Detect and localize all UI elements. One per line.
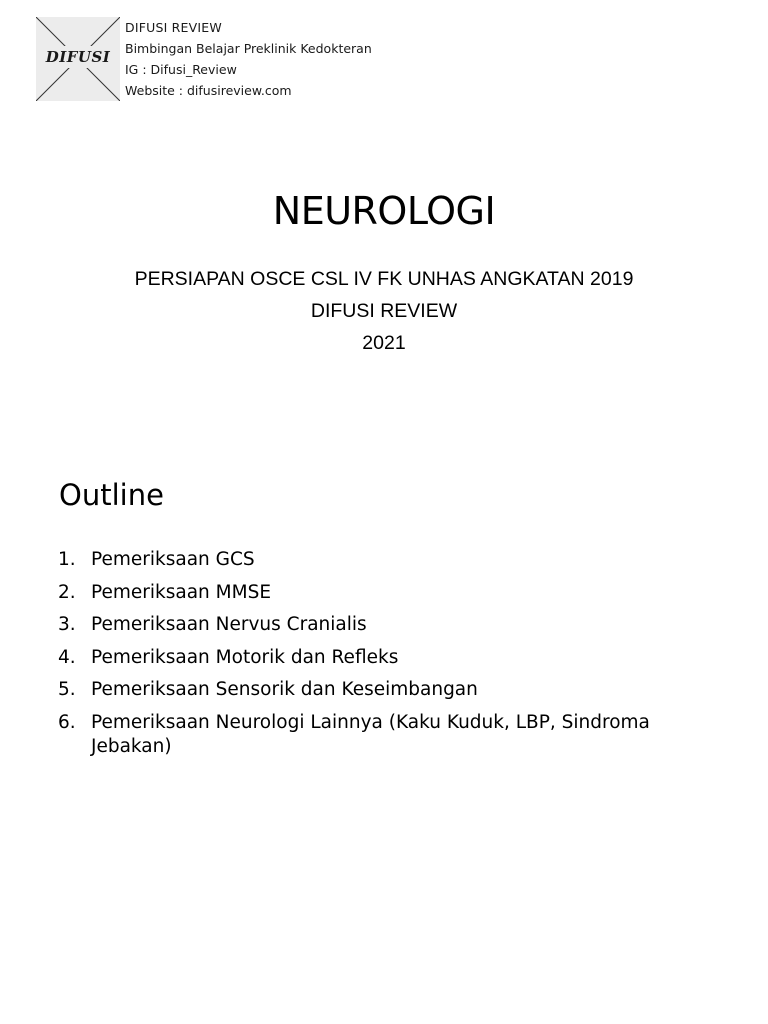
outline-item bbox=[58, 646, 678, 670]
outline-list bbox=[58, 548, 678, 767]
org-name: DIFUSI REVIEW bbox=[125, 20, 222, 35]
outline-item-number: 1. bbox=[58, 549, 76, 570]
org-instagram: IG : Difusi_Review bbox=[125, 62, 237, 77]
org-info bbox=[125, 17, 372, 101]
outline-item bbox=[58, 613, 678, 637]
outline-item-text: Pemeriksaan MMSE bbox=[91, 581, 272, 603]
outline-item-number: 5. bbox=[58, 679, 76, 700]
outline-item-text: Pemeriksaan Nervus Cranialis bbox=[91, 614, 367, 635]
org-tagline: Bimbingan Belajar Preklinik Kedokteran bbox=[125, 41, 372, 56]
outline-item-number: 6. bbox=[58, 711, 76, 733]
outline-item bbox=[58, 581, 678, 605]
outline-item-text: Pemeriksaan Neurologi Lainnya (Kaku Kuduk, LBP, Sindroma Jebakan) bbox=[91, 711, 650, 757]
subtitle-line-3: 2021 bbox=[362, 332, 406, 354]
document-header bbox=[36, 17, 436, 103]
outline-item-text: Pemeriksaan Motorik dan Refleks bbox=[91, 646, 399, 668]
outline-item-number: 4. bbox=[58, 646, 76, 668]
outline-item-text: Pemeriksaan Sensorik dan Keseimbangan bbox=[91, 679, 478, 700]
outline-item-text: Pemeriksaan GCS bbox=[91, 549, 255, 570]
outline-item bbox=[58, 678, 678, 702]
outline-item-number: 2. bbox=[58, 581, 76, 603]
page-title: NEUROLOGI bbox=[272, 189, 496, 233]
org-website: Website : difusireview.com bbox=[125, 83, 292, 98]
subtitle-line-2: DIFUSI REVIEW bbox=[310, 300, 458, 322]
logo-text: DIFUSI bbox=[36, 46, 120, 68]
outline-item-number: 3. bbox=[58, 614, 76, 635]
outline-heading: Outline bbox=[59, 478, 164, 512]
subtitle-line-1: PERSIAPAN OSCE CSL IV FK UNHAS ANGKATAN 2019 bbox=[134, 268, 634, 290]
outline-item bbox=[58, 711, 678, 759]
outline-item bbox=[58, 548, 678, 572]
difusi-logo bbox=[36, 17, 120, 101]
